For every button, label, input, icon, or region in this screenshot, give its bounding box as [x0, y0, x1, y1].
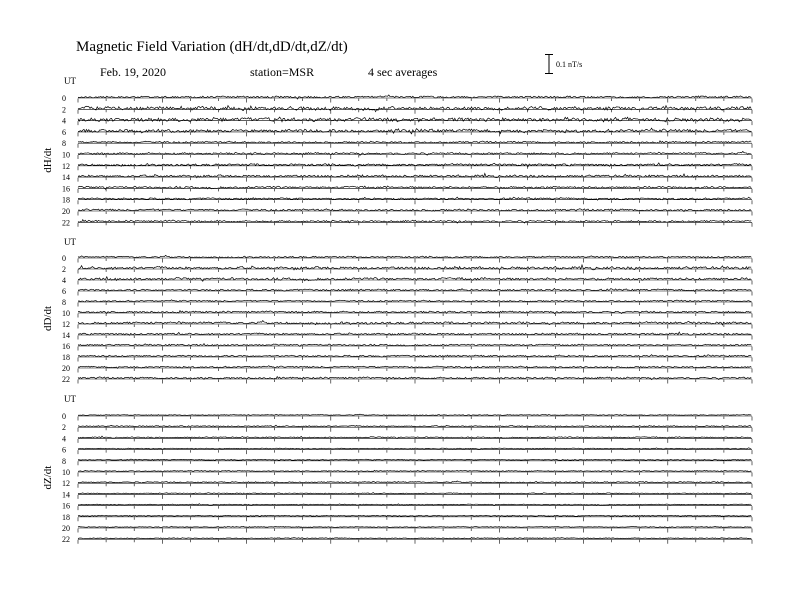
row-hour-label: 0	[62, 254, 66, 263]
row-trace	[78, 277, 751, 282]
row-hour-label: 8	[62, 298, 66, 307]
row-trace	[78, 355, 751, 357]
row-trace	[78, 459, 751, 460]
row-trace	[78, 526, 751, 527]
row-hour-label: 18	[62, 512, 70, 522]
scale-label: 0.1 nT/s	[556, 60, 583, 69]
row-hour-label: 18	[62, 353, 70, 362]
row-trace	[78, 448, 751, 449]
ut-axis-label: UT	[64, 237, 76, 247]
row-trace	[78, 515, 751, 516]
ut-axis-label: UT	[64, 76, 76, 86]
row-trace	[78, 425, 751, 427]
row-trace	[78, 493, 751, 495]
row-hour-label: 14	[62, 490, 70, 500]
row-hour-label: 6	[62, 445, 66, 455]
station-label: station=MSR	[250, 65, 315, 79]
row-trace	[78, 117, 751, 122]
row-hour-label: 6	[62, 287, 66, 296]
row-trace	[78, 106, 751, 112]
date-label: Feb. 19, 2020	[100, 65, 166, 79]
row-hour-label: 2	[62, 265, 66, 274]
row-trace	[78, 470, 751, 472]
row-hour-label: 20	[62, 524, 70, 533]
row-hour-label: 12	[62, 161, 70, 171]
panel-ylabel: dZ/dt	[42, 465, 54, 490]
row-hour-label: 22	[62, 535, 70, 545]
row-hour-label: 4	[62, 276, 66, 285]
row-hour-label: 6	[62, 127, 66, 137]
row-hour-label: 12	[62, 320, 70, 329]
row-hour-label: 18	[62, 195, 70, 205]
row-trace	[78, 481, 751, 483]
row-hour-label: 8	[62, 139, 66, 149]
panel-dH-dt	[42, 76, 752, 227]
row-hour-label: 4	[62, 434, 66, 444]
row-hour-label: 16	[62, 184, 70, 194]
row-hour-label: 0	[62, 412, 66, 421]
row-trace	[78, 95, 751, 99]
row-hour-label: 12	[62, 479, 70, 489]
panel-ylabel: dD/dt	[42, 305, 54, 332]
row-hour-label: 16	[62, 342, 70, 351]
panel-dZ-dt	[42, 394, 752, 544]
page-title: Magnetic Field Variation (dH/dt,dD/dt,dZ/dt)	[76, 39, 348, 55]
row-hour-label: 22	[62, 218, 70, 228]
row-hour-label: 20	[62, 207, 70, 216]
row-hour-label: 10	[62, 150, 70, 160]
row-trace	[78, 186, 751, 189]
row-hour-label: 22	[62, 375, 70, 384]
row-hour-label: 20	[62, 364, 70, 373]
row-trace	[78, 300, 751, 302]
row-hour-label: 4	[62, 116, 66, 126]
row-hour-label: 10	[62, 309, 70, 318]
panel-ylabel: dH/dt	[42, 147, 54, 173]
row-hour-label: 2	[62, 105, 66, 115]
row-hour-label: 10	[62, 468, 70, 477]
row-hour-label: 16	[62, 501, 70, 511]
ut-axis-label: UT	[64, 394, 76, 404]
row-hour-label: 0	[62, 94, 66, 103]
row-trace	[78, 504, 751, 506]
row-trace	[78, 128, 751, 134]
row-trace	[78, 414, 751, 415]
row-hour-label: 14	[62, 331, 70, 340]
averaging-label: 4 sec averages	[368, 65, 438, 79]
panel-dD-dt	[42, 237, 752, 384]
row-hour-label: 8	[62, 456, 66, 466]
row-hour-label: 2	[62, 423, 66, 433]
row-hour-label: 14	[62, 173, 70, 183]
row-trace	[78, 537, 751, 538]
